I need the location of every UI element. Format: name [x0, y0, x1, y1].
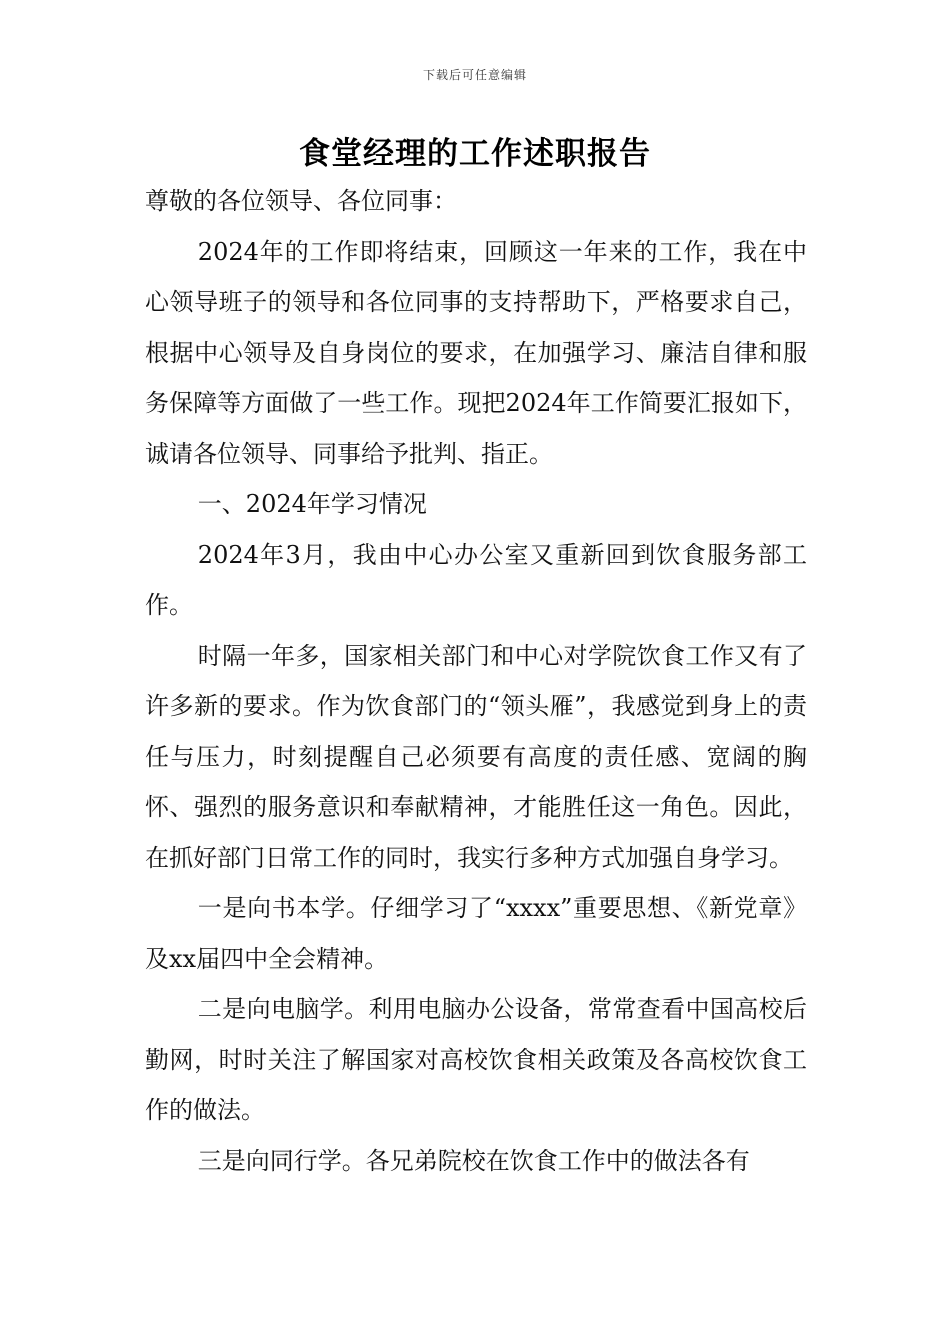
document-body — [145, 176, 807, 1186]
paragraph-intro: 2024年的工作即将结束，回顾这一年来的工作，我在中心领导班子的领导和各位同事的支持帮助下，严格要求自己，根据中心领导及自身岗位的要求，在加强学习、廉洁自律和服务保障等方面做了一些工作。现把2024年工作简要汇报如下，诚请各位领导、同事给予批判、指正。 — [145, 237, 807, 468]
section-heading-study: 一、2024年学习情况 — [197, 490, 427, 518]
paragraph-responsibility: 时隔一年多，国家相关部门和中心对学院饮食工作又有了许多新的要求。作为饮食部门的“领头雁”，我感觉到身上的责任与压力，时刻提醒自己必须要有高度的责任感、宽阔的胸怀、强烈的服务意识和奉献精神，才能胜任这一角色。因此，在抓好部门日常工作的同时，我实行多种方式加强自身学习。 — [145, 641, 807, 872]
header-note: 下载后可任意编辑 — [422, 68, 527, 82]
greeting: 尊敬的各位领导、各位同事： — [145, 187, 457, 215]
paragraph-return: 2024年3月，我由中心办公室又重新回到饮食服务部工作。 — [145, 540, 807, 619]
paragraph-learn-books: 一是向书本学。仔细学习了“xxxx”重要思想、《新党章》及xx届四中全会精神。 — [145, 894, 807, 973]
paragraph-learn-peers: 三是向同行学。各兄弟院校在饮食工作中的做法各有 — [197, 1146, 750, 1175]
paragraph-learn-computer: 二是向电脑学。利用电脑办公设备，常常查看中国高校后勤网，时时关注了解国家对高校饮食相关政策及各高校饮食工作的做法。 — [145, 995, 807, 1124]
document-title: 食堂经理的工作述职报告 — [299, 136, 651, 172]
